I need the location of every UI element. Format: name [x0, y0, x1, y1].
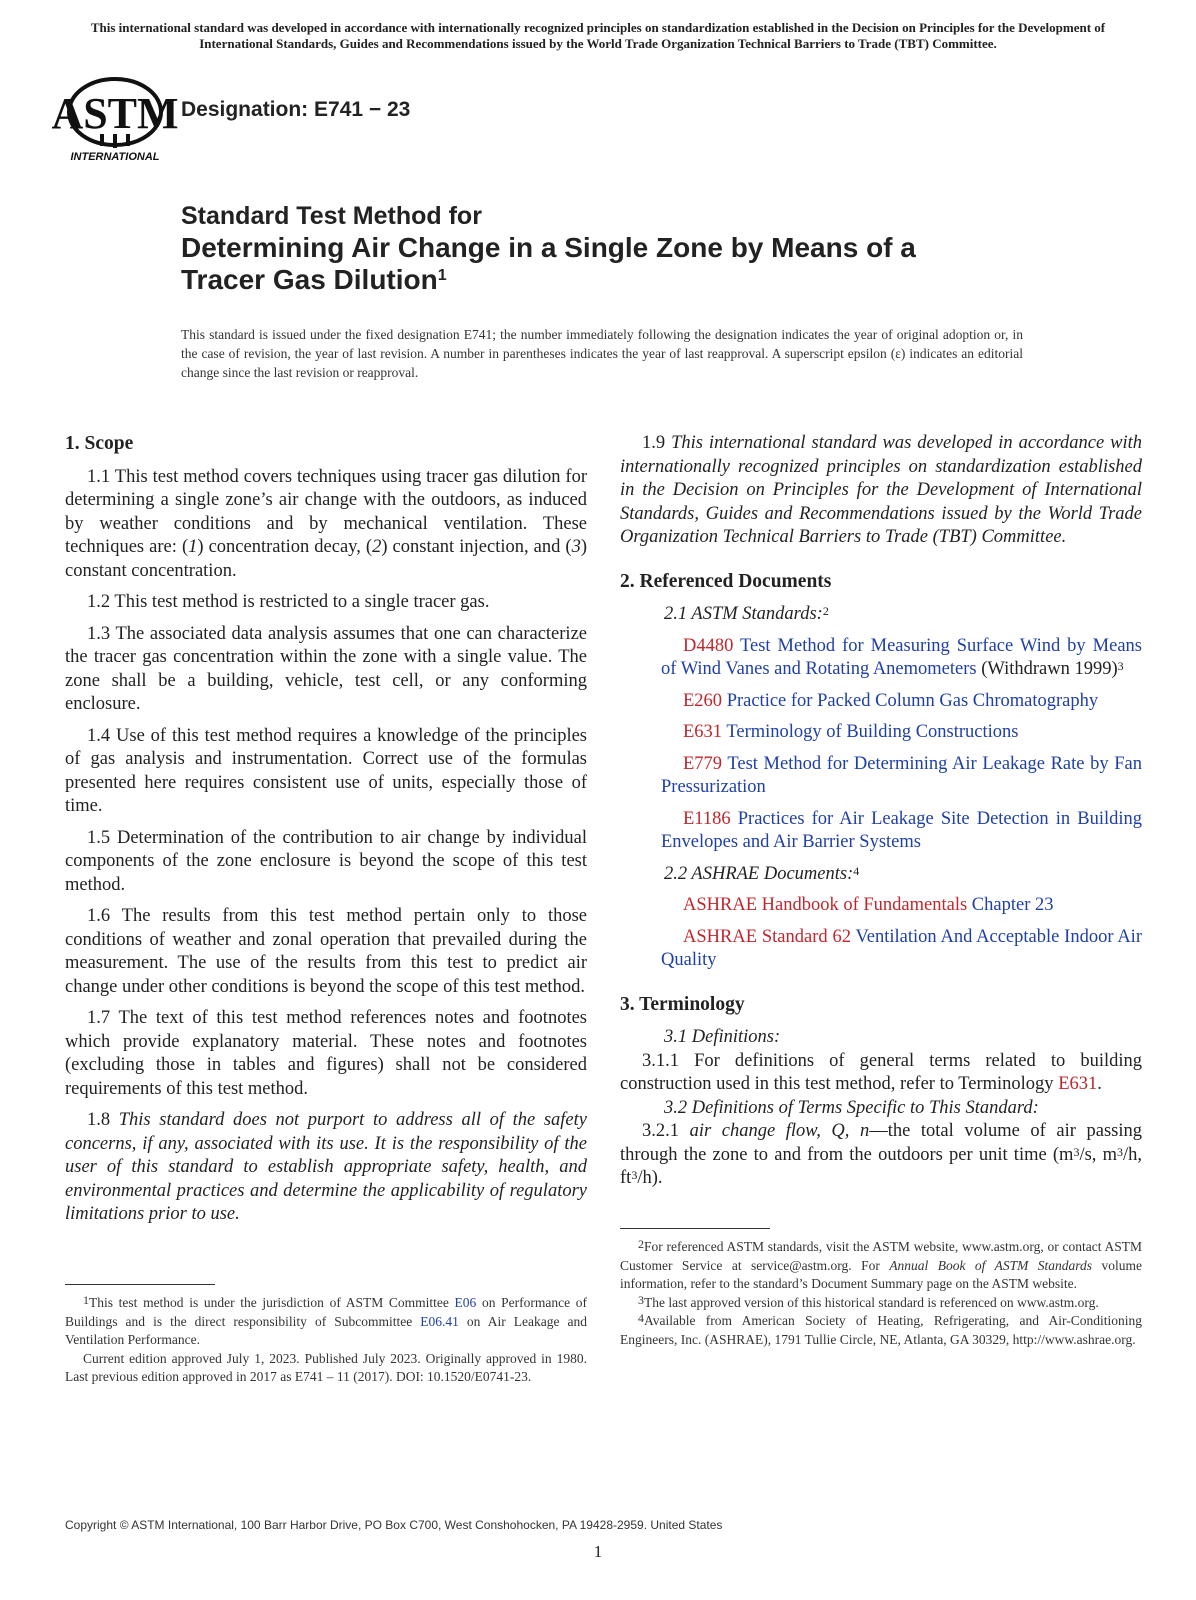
footnote-1-edition: Current edition approved July 1, 2023. Published July 2023. Originally approved in 1980. Last previous edition approved in 2017 as E741 – 11 (2017). DOI: 10.1520/E0741-23. — [65, 1350, 587, 1384]
link-e06[interactable]: E06 — [454, 1295, 477, 1310]
para-1-2: 1.2 This test method is restricted to a single tracer gas. — [87, 592, 490, 612]
para-1-7: 1.7 The text of this test method references notes and footnotes which provide explanatory material. These notes and footnotes (excluding those in tables and figures) shall not be considered requirements of this test method. — [65, 1008, 587, 1099]
para-3-1: 3.1 Definitions: — [664, 1027, 781, 1047]
link-e631[interactable]: E631 — [1058, 1074, 1098, 1094]
scope-heading: 1. Scope — [65, 433, 134, 454]
para-1-1: 1.1 This test method covers techniques using tracer gas dilution for determining a single zone’s air change with the outdoors, as induced by weather conditions and by mechanical ventilation. These techniques are: (1) concentration decay, (2) constant injection, and (3) constant concentration. — [65, 466, 587, 581]
title-line-3: Tracer Gas Dilution$^1$ — [181, 264, 447, 295]
page-number: 1 — [593, 1542, 603, 1561]
title-line-1: Standard Test Method for — [181, 202, 482, 230]
designation: Designation: E741 − 23 — [181, 98, 411, 121]
tbt-notice: This international standard was developed in accordance with internationally recognized principles on standardization established in the Decision on Principles for the Development of International Standards, Guides and Recommendations issued by the World Trade Organization Technical Barriers to Trade (TBT) Committee. — [90, 20, 1106, 51]
footnote-4: $^4$Available from American Society of Heating, Refrigerating, and Air-Conditioning Engineers, Inc. (ASHRAE), 1791 Tullie Circle, NE, Atlanta, GA 30329, http://www.ashrae.org. — [620, 1311, 1142, 1347]
right-column — [620, 432, 1142, 1191]
para-1-3: 1.3 The associated data analysis assumes that one can characterize the tracer gas concentration within the zone with a single value. The zone shall be a building, vehicle, test cell, or any conforming enclosure. — [65, 623, 587, 714]
logo-subtext: INTERNATIONAL — [70, 151, 160, 163]
footnote-2: $^2$For referenced ASTM standards, visit the ASTM website, www.astm.org, or contact ASTM Customer Service at service@astm.org. For Annual Book of ASTM Standards volume information, refer to the standard’s Document Summary page on the ASTM website. — [620, 1237, 1142, 1291]
ref-e631[interactable]: E631 Terminology of Building Constructions — [683, 722, 1019, 742]
ref-ashrae-handbook[interactable]: ASHRAE Handbook of Fundamentals Chapter 23 — [683, 895, 1054, 915]
footnote-rule-left — [65, 1284, 215, 1285]
ref-e260[interactable]: E260 Practice for Packed Column Gas Chromatography — [683, 690, 1099, 711]
astm-logo-icon — [51, 72, 179, 164]
para-3-1-1: 3.1.1 For definitions of general terms related to building construction used in this test method, refer to Terminology E631. — [620, 1050, 1142, 1094]
footnotes-right — [620, 1238, 1142, 1349]
terminology-heading: 3. Terminology — [620, 993, 745, 1015]
ref-e1186[interactable]: E1186 Practices for Air Leakage Site Detection in Building Envelopes and Air Barrier Systems — [661, 808, 1143, 852]
para-3-2: 3.2 Definitions of Terms Specific to This Standard: — [664, 1097, 1039, 1118]
para-1-4: 1.4 Use of this test method requires a knowledge of the principles of gas analysis and instrumentation. Correct use of the formulas presented here requires consistent use of units, especially those of time. — [65, 725, 587, 816]
astm-standards-label: 2.1 ASTM Standards:$^2$ — [664, 604, 829, 624]
footnote-3: $^3$The last approved version of this historical standard is referenced on www.astm.org. — [638, 1292, 1099, 1310]
para-1-9: 1.9 This international standard was developed in accordance with internationally recognized principles on standardization established in the Decision on Principles for the Development of International Standards, Guides and Recommendations issued by the World Trade Organization Technical Barriers to Trade (TBT) Committee. — [620, 433, 1143, 547]
ref-ashrae-standard-62[interactable]: ASHRAE Standard 62 Ventilation And Acceptable Indoor Air Quality — [661, 926, 1142, 970]
footnote-1: $^1$This test method is under the jurisdiction of ASTM Committee E06 on Performance of Buildings and is the direct responsibility of Subcommittee E06.41 on Air Leakage and Ventilation Performance. — [65, 1293, 587, 1347]
ref-e779[interactable]: E779 Test Method for Determining Air Leakage Rate by Fan Pressurization — [661, 753, 1142, 797]
footnote-rule-right — [620, 1228, 770, 1229]
title-line-2: Determining Air Change in a Single Zone by Means of a — [181, 232, 916, 263]
link-e06-41[interactable]: E06.41 — [420, 1313, 459, 1329]
para-3-2-1: 3.2.1 air change flow, Q, n—the total volume of air passing through the zone to and from the outdoors per unit time ($m^3/s$, $m^3/h$, $ft^3/h$). — [620, 1121, 1142, 1188]
referenced-heading: 2. Referenced Documents — [620, 570, 832, 592]
para-1-8: 1.8 This standard does not purport to address all of the safety concerns, if any, associated with its use. It is the responsibility of the user of this standard to establish appropriate safety, health, and environmental practices and determine the applicability of regulatory limitations prior to use. — [65, 1110, 587, 1224]
title-footnote-mark: 1 — [437, 267, 447, 284]
para-1-5: 1.5 Determination of the contribution to air change by individual components of the zone enclosure is beyond the scope of this test method. — [65, 827, 587, 895]
footnotes-left — [65, 1294, 587, 1387]
ashrae-documents-label: 2.2 ASHRAE Documents:$^4$ — [664, 863, 860, 884]
ref-d4480[interactable]: D4480 Test Method for Measuring Surface Wind by Means of Wind Vanes and Rotating Anemometers (Withdrawn 1999)$^3$ — [661, 635, 1142, 679]
document-title — [181, 200, 1081, 296]
logo-text: ASTM — [51, 89, 179, 138]
copyright: Copyright © ASTM International, 100 Barr Harbor Drive, PO Box C700, West Conshohocken, PA 19428-2959. United States — [65, 1518, 723, 1532]
issued-note: This standard is issued under the fixed designation E741; the number immediately following the designation indicates the year of original adoption or, in the case of revision, the year of last revision. A number in parentheses indicates the year of last reapproval. A superscript epsilon (ε) indicates an editorial change since the last revision or reapproval. — [181, 327, 1023, 380]
left-column — [65, 432, 587, 1227]
para-1-6: 1.6 The results from this test method pertain only to those conditions of weather and zonal operation that prevailed during the measurement. The use of the results from this test to predict air change under other conditions is beyond the scope of this test method. — [65, 906, 587, 997]
